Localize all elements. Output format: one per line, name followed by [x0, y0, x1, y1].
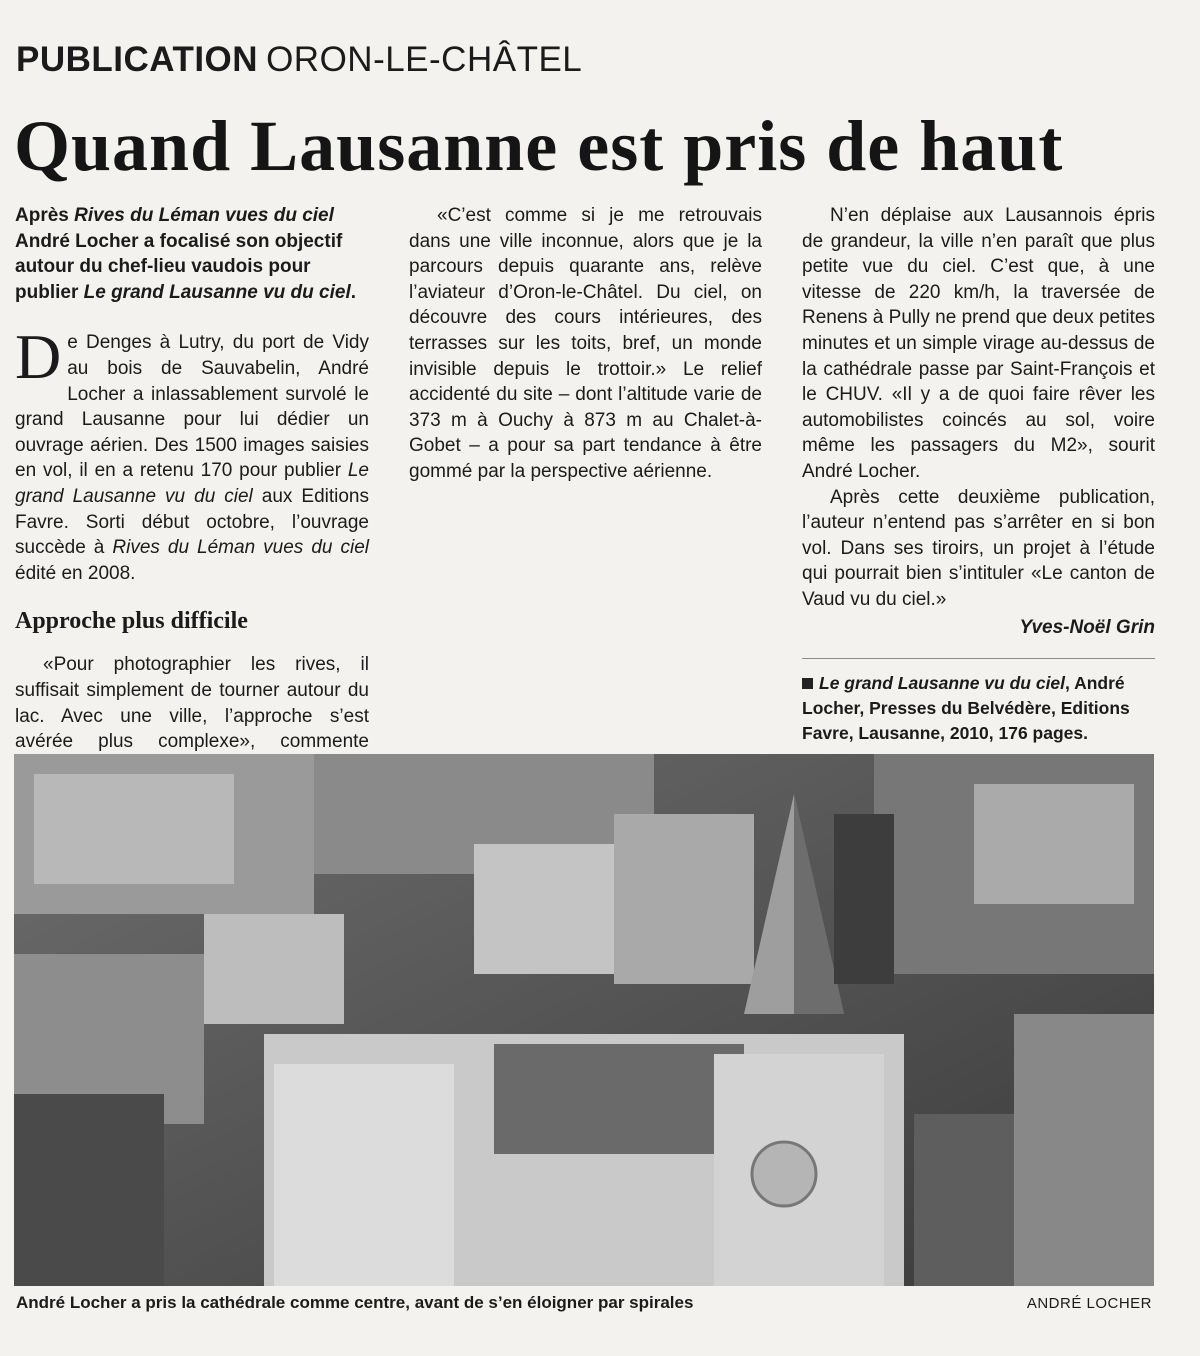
info-book-title: Le grand Lausanne vu du ciel	[819, 673, 1066, 694]
book-title: Le grand Lausanne vu du ciel	[15, 460, 369, 507]
body-text: édité en 2008.	[15, 562, 136, 584]
paragraph-1	[15, 321, 369, 586]
kicker-label: PUBLICATION	[16, 40, 259, 79]
article-lead	[15, 203, 369, 305]
paragraph-5: Après cette deuxième publication, l’auteur n’entend pas s’arrêter en si bon vol. Dans ses tiroirs, un projet à l’étude qui pourrait bien s’intituler «Le canton de Vaud vu du ciel.»	[802, 486, 1155, 610]
cathedral-photo	[14, 754, 1154, 1286]
book-title: Rives du Léman vues du ciel	[112, 537, 369, 559]
paragraph-2: «Pour photographier les rives, il suffisait simplement de tourner autour du lac. Avec une ville, l’approche s’est avérée plus complexe», commente	[15, 654, 369, 753]
drop-cap: D	[15, 321, 62, 393]
kicker-place: ORON-LE-CHÂTEL	[266, 40, 583, 79]
subheading: Approche plus difficile	[15, 608, 248, 635]
photo-caption: André Locher a pris la cathédrale comme centre, avant de s’en éloigner par spirales	[16, 1293, 694, 1312]
paragraph-4: N’en déplaise aux Lausannois épris de grandeur, la ville n’en paraît que plus petite vue du ciel. C’est que, à une vitesse de 220 km/h, la traversée de Renens à Pully ne prend que deux petites minutes et un simple virage au-dessus de la cathédrale passe par Saint-François et le CHUV. «Il y a de quoi faire rêver les automobilistes coincés au sol, voire même les passagers du M2», sourit André Locher.	[802, 205, 1155, 482]
lead-title-ref: Rives du Léman vues du ciel	[74, 205, 334, 226]
author-byline: Yves-Noël Grin	[1019, 616, 1155, 638]
column-3	[802, 203, 1155, 746]
column-2	[409, 203, 762, 485]
info-details: , André Locher, Presses du Belvédère, Editions Favre, Lausanne, 2010, 176 pages.	[802, 673, 1130, 744]
paragraph-3: «C’est comme si je me retrouvais dans une ville inconnue, alors que je la parcours depuis quarante ans, relève l’aviateur d’Oron-le-Châtel. Du ciel, on découvre des cours intérieures, des terrasses sur les toits, bref, un monde invisible depuis le trottoir.» Le relief accidenté du site – dont l’altitude varie de 373 m à Ouchy à 873 m au Chalet-à-Gobet – a pour sa part tendance à être gommé par la perspective aérienne.	[409, 205, 762, 482]
lead-text: .	[350, 281, 357, 303]
photo-credit: ANDRÉ LOCHER	[1026, 1295, 1152, 1312]
bullet-square-icon	[802, 678, 813, 689]
lead-text: André Locher a focalisé son objectif autour du chef-lieu vaudois pour publier	[15, 230, 343, 303]
body-text: aux Editions Favre. Sorti début octobre, l’ouvrage succède à	[15, 485, 369, 559]
body-text: e Denges à Lutry, du port de Vidy au bois de Sauvabelin, André Locher a inlassablement survolé le grand Lausanne pour lui dédier un ouvrage aérien. Des 1500 images saisies en vol, il en a retenu 170 pour publier	[15, 332, 369, 482]
lead-text: Après	[15, 205, 75, 226]
book-info-box	[802, 658, 1155, 746]
lead-book-title: Le grand Lausanne vu du ciel	[83, 281, 351, 303]
section-kicker	[16, 38, 582, 82]
article-headline: Quand Lausanne est pris de haut	[14, 106, 1064, 186]
